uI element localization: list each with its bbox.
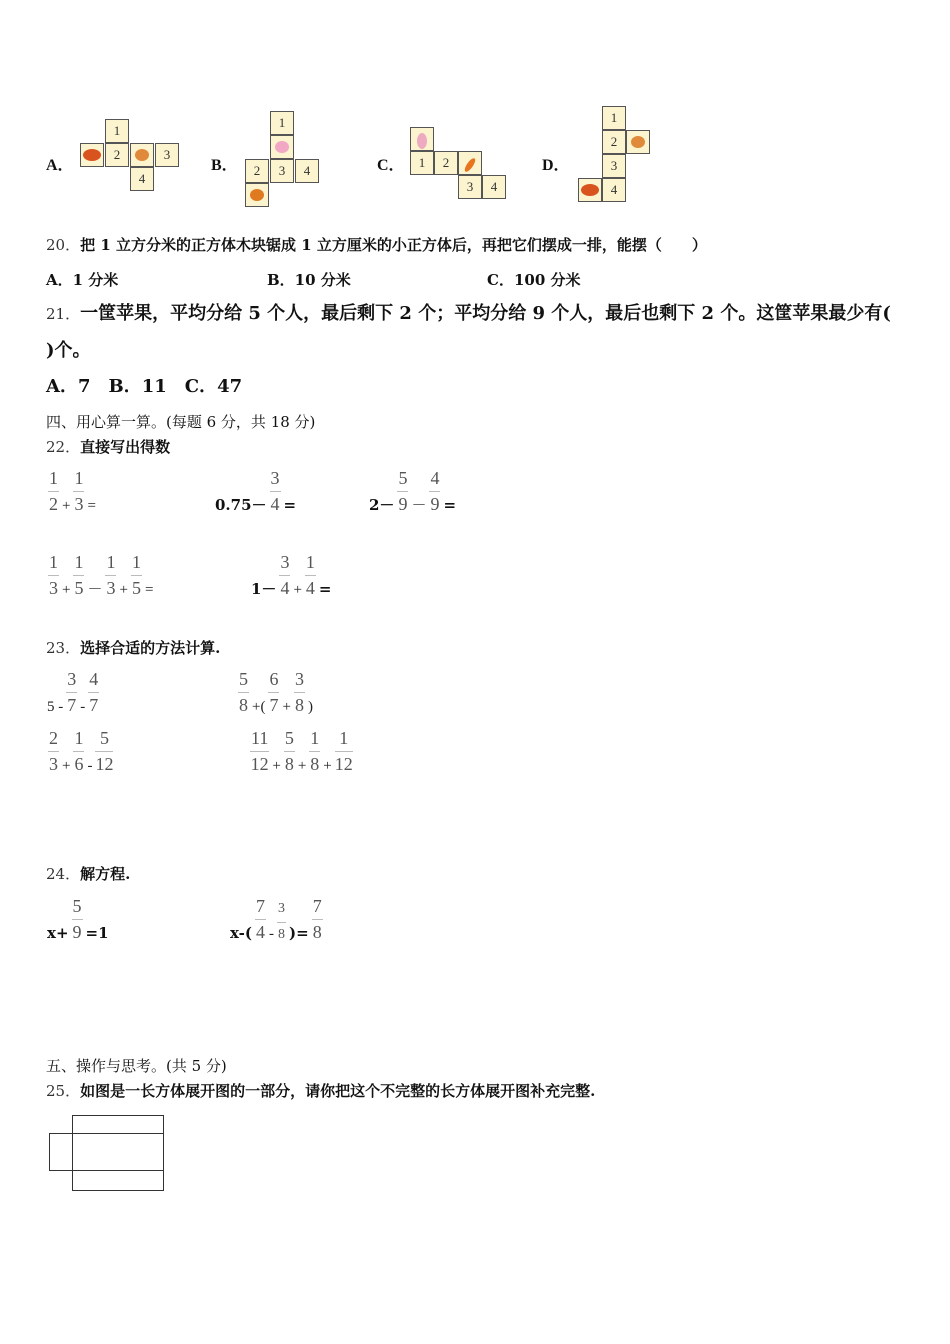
equation: [229, 896, 325, 946]
question-25: [46, 1081, 595, 1101]
numerator: 3: [270, 468, 281, 492]
denominator: 8: [312, 922, 322, 942]
question-number: 24．: [46, 865, 81, 883]
section-heading-5: 五、操作与思考。(共 5 分): [46, 1057, 227, 1075]
fraction: [270, 468, 281, 515]
net-cell: 4: [295, 159, 319, 183]
question-24: [46, 864, 130, 884]
question-22: [46, 437, 170, 457]
expression: [46, 552, 154, 599]
question-21-continued: )个。: [46, 340, 91, 361]
fraction: [277, 899, 286, 946]
expression-operator: 1－: [251, 580, 277, 598]
fraction: [72, 896, 83, 943]
numerator: 2: [48, 728, 59, 752]
fraction: [250, 728, 269, 775]
expression-operator: x+: [47, 924, 69, 942]
denominator: 9: [398, 494, 408, 514]
question-text: 直接写出得数: [80, 438, 171, 456]
peach-icon: [270, 135, 294, 159]
expression-operator: -: [269, 926, 275, 942]
net-cell: 4: [602, 178, 626, 202]
question-text: 把 1 立方分米的正方体木块锯成 1 立方厘米的小正方体后，再把它们摆成一排，能摆（ ）: [80, 236, 707, 254]
question-number: 22．: [46, 438, 81, 456]
net-cell: 2: [434, 151, 458, 175]
expression-operator: +: [282, 699, 291, 715]
denominator: 7: [269, 695, 279, 715]
option-label: A．: [46, 157, 74, 174]
numerator: 1: [131, 552, 142, 576]
expression: [368, 468, 457, 515]
numerator: 1: [48, 552, 59, 576]
fraction: [279, 552, 290, 599]
denominator: 3: [49, 578, 58, 598]
numerator: 1: [73, 728, 84, 752]
expression: [46, 669, 101, 716]
expression-operator: =: [144, 582, 154, 598]
expression-operator: +: [297, 758, 307, 774]
expression-operator: 2－: [369, 496, 395, 514]
equation: [46, 896, 110, 943]
net-cell: 2: [245, 159, 269, 183]
question-number: 25．: [46, 1082, 81, 1100]
denominator: 4: [305, 578, 315, 598]
section-heading-4: 四、用心算一算。(每题 6 分，共 18 分): [46, 413, 316, 431]
numerator: 1: [73, 552, 84, 576]
denominator: 9: [72, 922, 82, 942]
denominator: 3: [49, 754, 58, 774]
expression-operator: =1: [85, 924, 109, 942]
denominator: 5: [74, 578, 84, 598]
net-cell: 1: [410, 151, 434, 175]
numerator: 1: [105, 552, 116, 576]
expression: [46, 728, 115, 775]
denominator: 6: [74, 754, 84, 774]
expression-operator: )=: [289, 924, 309, 942]
rabbit-icon: [410, 127, 434, 151]
numerator: 11: [250, 728, 269, 752]
net-cell: 3: [458, 175, 482, 199]
fraction: [255, 896, 266, 943]
numerator: 5: [95, 728, 113, 752]
expression-operator: -: [80, 699, 86, 715]
denominator: 8: [294, 695, 304, 715]
question-number: 21．: [46, 305, 81, 323]
numerator: 4: [429, 468, 440, 492]
net-cell: 2: [602, 130, 626, 154]
expression-operator: =: [443, 496, 457, 514]
numerator: 5: [284, 728, 295, 752]
fraction: [48, 552, 59, 599]
expression-operator: +: [62, 498, 71, 514]
denominator: 7: [67, 695, 77, 715]
option-label: B．: [211, 157, 238, 174]
net-face: [72, 1115, 164, 1134]
question-number: 23．: [46, 639, 81, 657]
option-a[interactable]: A．1 分米: [46, 271, 119, 289]
fraction: [238, 669, 249, 716]
expression-operator: +: [272, 758, 281, 774]
expression-operator: +: [62, 582, 71, 598]
numerator: 3: [66, 669, 77, 693]
question-number: 20．: [46, 236, 81, 254]
question-20: [46, 235, 707, 255]
net-cell: 2: [105, 143, 129, 167]
expression-operator: =: [283, 496, 297, 514]
numerator: 1: [335, 728, 353, 752]
numerator: 1: [48, 468, 59, 492]
expression-operator: -: [87, 758, 93, 774]
denominator: 12: [334, 754, 353, 774]
expression-operator: +: [323, 758, 332, 774]
question-text: 解方程.: [80, 865, 131, 883]
fraction: [66, 669, 77, 716]
denominator: 8: [239, 695, 248, 715]
option-b[interactable]: B．10 分米: [267, 271, 351, 289]
numerator: 3: [294, 669, 305, 693]
denominator: 7: [89, 695, 99, 715]
expression: [236, 669, 314, 716]
numerator: 7: [312, 896, 323, 920]
fraction: [48, 728, 59, 775]
fraction: [73, 728, 84, 775]
fraction: [294, 669, 305, 716]
expression-operator: +: [62, 758, 71, 774]
numerator: 5: [72, 896, 83, 920]
net-cell: 1: [105, 119, 129, 143]
question-text: 一筐苹果，平均分给 5 个人，最后剩下 2 个；平均分给 9 个人，最后也剩下 2 个。这筐苹果最少有(: [80, 303, 891, 324]
expression-operator: +: [293, 582, 302, 598]
expression-operator: =: [318, 580, 332, 598]
fish-icon: [578, 178, 602, 202]
expression-operator: 5 -: [47, 699, 64, 715]
net-cell: 3: [155, 143, 179, 167]
denominator: 8: [310, 754, 320, 774]
numerator: 3: [279, 552, 290, 576]
cat-icon: [130, 143, 154, 167]
net-face: [72, 1133, 164, 1171]
numerator: 4: [88, 669, 99, 693]
fraction: [73, 552, 84, 599]
numerator: 1: [73, 468, 84, 492]
expression: [46, 468, 97, 515]
denominator: 3: [106, 578, 116, 598]
option-label: D．: [542, 157, 570, 174]
net-face: [49, 1133, 73, 1171]
expression-operator: =: [87, 498, 96, 514]
denominator: 8: [278, 927, 286, 942]
question-text: 如图是一长方体展开图的一部分，请你把这个不完整的长方体展开图补充完整.: [80, 1082, 596, 1100]
cat-icon: [626, 130, 650, 154]
denominator: 4: [256, 922, 266, 942]
fraction: [312, 896, 323, 943]
numerator: 6: [268, 669, 279, 693]
net-cell: 1: [602, 106, 626, 130]
monkey-icon: [245, 183, 269, 207]
option-label: C．: [377, 157, 405, 174]
expression-operator: －: [87, 582, 103, 598]
expression-operator: －: [411, 498, 427, 514]
fraction: [309, 728, 320, 775]
net-face: [72, 1170, 164, 1191]
denominator: 2: [49, 494, 58, 514]
fraction: [105, 552, 116, 599]
net-cell: 3: [270, 159, 294, 183]
denominator: 3: [74, 494, 84, 514]
question-23: [46, 638, 220, 658]
expression: [250, 552, 332, 599]
denominator: 4: [270, 494, 280, 514]
expression: [214, 468, 297, 515]
numerator: 7: [255, 896, 266, 920]
fraction: [268, 669, 279, 716]
fraction: [397, 468, 408, 515]
denominator: 5: [131, 578, 141, 598]
expression-operator: 0.75－: [215, 496, 267, 514]
expression: [248, 728, 355, 775]
fraction: [95, 728, 113, 775]
fraction: [429, 468, 440, 515]
fraction: [305, 552, 316, 599]
net-cell: 4: [482, 175, 506, 199]
expression-operator: ): [307, 699, 313, 715]
net-cell: 3: [602, 154, 626, 178]
denominator: 9: [430, 494, 440, 514]
fraction: [335, 728, 353, 775]
fraction: [88, 669, 99, 716]
fraction: [131, 552, 142, 599]
fraction: [48, 468, 59, 515]
numerator: 5: [238, 669, 249, 693]
expression-operator: +: [119, 582, 128, 598]
fraction: [284, 728, 295, 775]
numerator: 1: [309, 728, 320, 752]
numerator: 3: [277, 899, 286, 923]
numerator: 5: [397, 468, 408, 492]
denominator: 12: [95, 754, 114, 774]
net-cell: 1: [270, 111, 294, 135]
expression-operator: +(: [252, 699, 266, 715]
numerator: 1: [305, 552, 316, 576]
denominator: 12: [250, 754, 269, 774]
fraction: [73, 468, 84, 515]
option-c[interactable]: C．100 分米: [487, 271, 581, 289]
expression-operator: x-(: [230, 924, 253, 942]
denominator: 8: [284, 754, 294, 774]
carrot-icon: [458, 151, 482, 175]
net-cell: 4: [130, 167, 154, 191]
question-21: [46, 302, 891, 326]
question-21-options[interactable]: A．7 B．11 C．47: [46, 376, 243, 397]
fish-icon: [80, 143, 104, 167]
question-text: 选择合适的方法计算.: [80, 639, 221, 657]
denominator: 4: [280, 578, 290, 598]
